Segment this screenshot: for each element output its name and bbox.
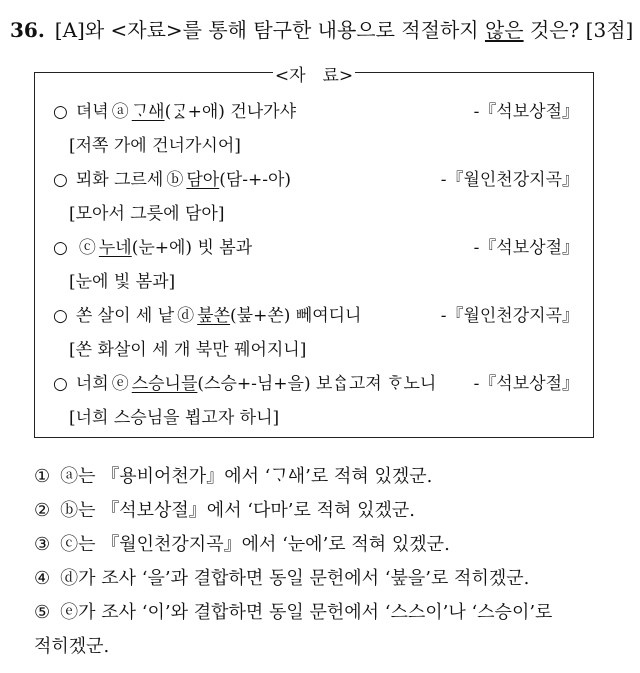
item-line: ○ 뫼화 그르세 ⓑ 담아(담-+-아) -『월인천강지곡』: [53, 163, 579, 197]
question-header: [10, 14, 633, 43]
choice-3[interactable]: ③ ⓒ는 『월인천강지곡』에서 ‘눈에’로 적혀 있겠군.: [34, 534, 450, 555]
data-item-e: [53, 367, 579, 435]
circled-letter-b: ⓑ: [166, 170, 184, 190]
source-label: -『석보상절』: [473, 238, 579, 258]
question-prompt: [A]와 <자료>를 통해 탐구한 내용으로 적절하지 않은 것은? [3점]: [54, 18, 634, 42]
gloss: [너희 스승님을 뵙고자 하니]: [69, 408, 280, 428]
target-word: 붚쏜: [197, 306, 231, 326]
question-number: 36.: [10, 18, 45, 42]
gloss: [저쪽 가에 건너가시어]: [69, 136, 241, 156]
target-word: 스승니믈: [131, 374, 198, 394]
bullet-icon: ○: [53, 306, 68, 326]
target-word: 누네: [98, 238, 132, 258]
choice-2[interactable]: ② ⓑ는 『석보상절』에서 ‘다마’로 적혀 있겠군.: [34, 500, 416, 521]
bullet-icon: ○: [53, 102, 68, 122]
circled-letter-e: ⓔ: [111, 374, 129, 394]
data-item-c: [53, 231, 579, 299]
circled-letter-c: ⓒ: [78, 238, 96, 258]
answer-choices: [34, 460, 552, 664]
target-word: ᄀᆞᅀᅢ: [131, 102, 165, 122]
source-label: -『월인천강지곡』: [440, 306, 579, 326]
item-line: ○ 뎌녁 ⓐ ᄀᆞᅀᅢ(ᄀᆞᇫ+애) 건나가샤 -『석보상절』: [53, 95, 579, 129]
bullet-icon: ○: [53, 238, 68, 258]
data-item-b: [53, 163, 579, 231]
source-label: -『석보상절』: [473, 102, 579, 122]
choice-5-continuation: 적히겠군.: [34, 636, 110, 657]
item-line: ○ ⓒ 누네(눈+에) 빗 봄과 -『석보상절』: [53, 231, 579, 265]
item-line: ○ 쏜 살이 세 낱 ⓓ 붚쏜(붚+쏜) 뻬여디니 -『월인천강지곡』: [53, 299, 579, 333]
gloss: [눈에 빛 봄과]: [69, 272, 176, 292]
gloss: [쏜 화살이 세 개 북만 꿰어지니]: [69, 340, 307, 360]
data-box: [34, 66, 594, 438]
bullet-icon: ○: [53, 374, 68, 394]
circled-letter-a: ⓐ: [111, 102, 129, 122]
target-word: 담아: [186, 170, 220, 190]
source-label: -『월인천강지곡』: [440, 170, 579, 190]
data-item-d: [53, 299, 579, 367]
source-label: -『석보상절』: [473, 374, 579, 394]
bullet-icon: ○: [53, 170, 68, 190]
choice-4[interactable]: ④ ⓓ가 조사 ‘을’과 결합하면 동일 문헌에서 ‘붚을’로 적히겠군.: [34, 568, 530, 589]
emphasis-underlined: 않은: [484, 18, 524, 42]
choice-5[interactable]: ⑤ ⓔ가 조사 ‘이’와 결합하면 동일 문헌에서 ‘스스이’나 ‘스승이’로: [34, 602, 553, 623]
data-item-a: [53, 95, 579, 163]
circled-letter-d: ⓓ: [177, 306, 195, 326]
box-title: <자 료>: [274, 66, 354, 86]
item-line: ○ 너희 ⓔ 스승니믈(스승+-님+을) 보ᅀᆞᆸ고져 ᄒᆞ노니 -『석보상절』: [53, 367, 579, 401]
choice-1[interactable]: ① ⓐ는 『용비어천가』에서 ‘ᄀᆞᅀᅢ’로 적혀 있겠군.: [34, 466, 433, 487]
gloss: [모아서 그릇에 담아]: [69, 204, 225, 224]
